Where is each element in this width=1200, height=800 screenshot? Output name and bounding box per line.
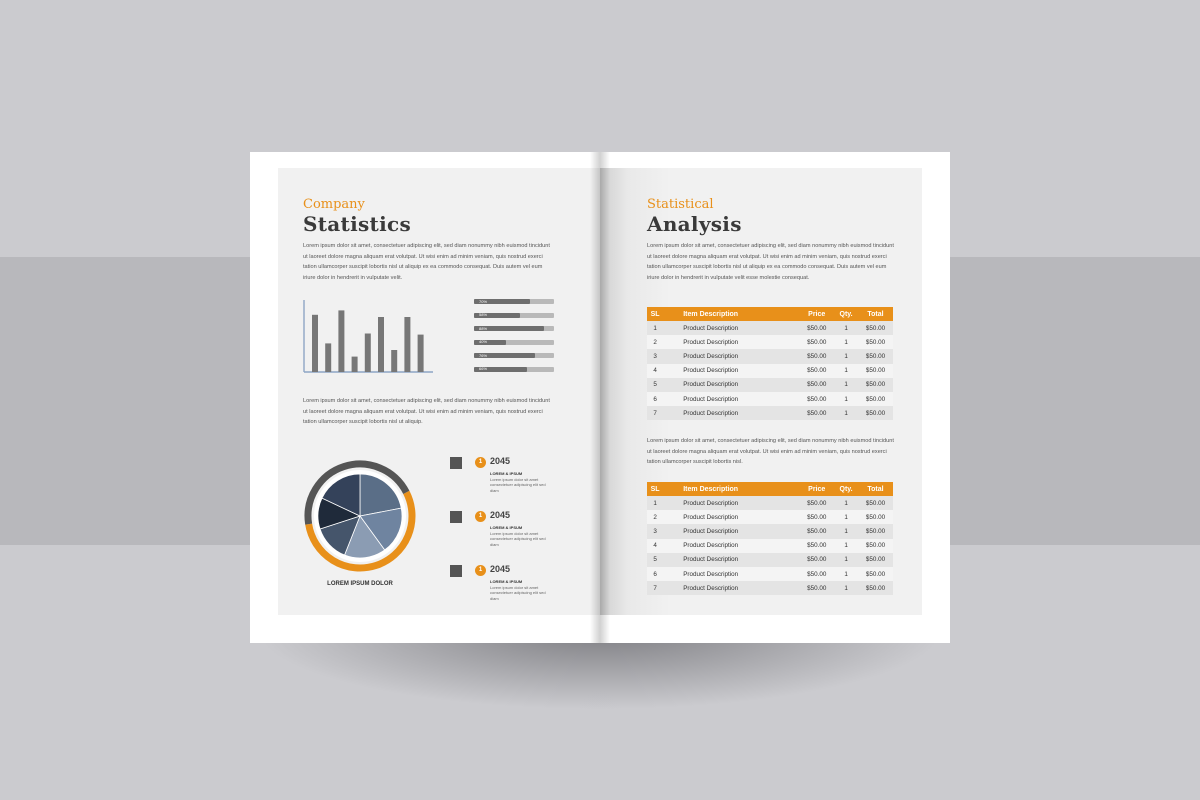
column-header: Price xyxy=(799,482,834,496)
table-cell: 1 xyxy=(834,321,858,335)
legend-square-icon xyxy=(450,457,462,469)
legend-subtitle: LOREM & IPSUM xyxy=(490,525,523,530)
right-page-title: Analysis xyxy=(647,212,742,236)
table-row xyxy=(647,321,893,335)
table-cell: Product Description xyxy=(663,553,799,567)
progress-label: 66% xyxy=(479,366,488,372)
table-row xyxy=(647,406,893,420)
pie-caption: LOREM IPSUM DOLOR xyxy=(327,581,393,587)
bar-1 xyxy=(312,315,318,372)
table-cell: Product Description xyxy=(663,567,799,581)
right-kicker: Statistical xyxy=(647,197,714,212)
table-cell: $50.00 xyxy=(799,321,834,335)
table-cell: 6 xyxy=(647,392,663,406)
table-cell: $50.00 xyxy=(858,539,893,553)
progress-bar xyxy=(474,326,554,331)
progress-label: 58% xyxy=(479,312,488,318)
table-cell: Product Description xyxy=(663,335,799,349)
table-cell: $50.00 xyxy=(858,378,893,392)
column-header: Item Description xyxy=(663,307,799,321)
table-cell: 5 xyxy=(647,378,663,392)
table-row xyxy=(647,581,893,595)
table-cell: $50.00 xyxy=(858,496,893,510)
table-cell: $50.00 xyxy=(799,553,834,567)
page-fold xyxy=(590,152,610,643)
table-cell: 6 xyxy=(647,567,663,581)
legend-subtitle: LOREM & IPSUM xyxy=(490,471,523,476)
table-cell: $50.00 xyxy=(858,567,893,581)
table-cell: 1 xyxy=(834,524,858,538)
column-header: SL xyxy=(647,307,663,321)
progress-bar xyxy=(474,313,554,318)
price-table-2 xyxy=(647,482,893,595)
progress-bar xyxy=(474,367,554,372)
progress-label: 70% xyxy=(479,298,488,304)
column-header: Price xyxy=(799,307,834,321)
table-cell: 7 xyxy=(647,581,663,595)
left-page-title: Statistics xyxy=(303,212,412,236)
legend-year: 2045 xyxy=(490,456,511,466)
progress-bar xyxy=(474,299,554,304)
table-row xyxy=(647,539,893,553)
table-row xyxy=(647,364,893,378)
table-cell: Product Description xyxy=(663,406,799,420)
table-cell: $50.00 xyxy=(858,364,893,378)
horizontal-bar-chart xyxy=(474,299,554,381)
table-cell: 3 xyxy=(647,524,663,538)
pie-chart xyxy=(302,456,418,580)
column-header: Item Description xyxy=(663,482,799,496)
table-cell: $50.00 xyxy=(799,510,834,524)
table-cell: 1 xyxy=(834,553,858,567)
price-table-1 xyxy=(647,307,893,420)
bar-6 xyxy=(378,317,384,372)
bar-2 xyxy=(325,343,331,372)
legend-text: Lorem ipsum dolor sit amet consectetuer adipiscing elit sed diam xyxy=(490,531,546,547)
progress-label: 88% xyxy=(479,325,488,331)
legend-year: 2045 xyxy=(490,510,511,520)
table-cell: Product Description xyxy=(663,581,799,595)
table-cell: 1 xyxy=(834,335,858,349)
table-row xyxy=(647,378,893,392)
table-cell: $50.00 xyxy=(858,349,893,363)
right-intro-text: Lorem ipsum dolor sit amet, consectetuer adipiscing elit, sed diam nonummy nibh euismod tincidunt ut laoreet dolore magna aliquam erat volutpat. Ut wisi enim ad minim veniam, quis nostrud exerci tation ullamcorper suscipit lobortis nisl ut aliquip ex ea commodo consequat. Duis autem vel eum iriure dolor in hendrerit in vulputate velit esse molestie consequat. xyxy=(647,243,894,281)
table-cell: 5 xyxy=(647,553,663,567)
table-cell: 1 xyxy=(647,321,663,335)
legend-number-badge: 1 xyxy=(475,457,486,468)
table-row xyxy=(647,349,893,363)
table-cell: $50.00 xyxy=(799,496,834,510)
bar-8 xyxy=(404,317,410,372)
table-cell: Product Description xyxy=(663,539,799,553)
table-cell: 2 xyxy=(647,510,663,524)
table-cell: $50.00 xyxy=(858,335,893,349)
table-cell: $50.00 xyxy=(799,524,834,538)
left-intro-text: Lorem ipsum dolor sit amet, consectetuer adipiscing elit, sed diam nonummy nibh euismod tincidunt ut laoreet dolore magna aliquam erat volutpat. Ut wisi enim ad minim veniam, quis nostrud exerci tation ullamcorper suscipit lobortis nisl ut aliquip ex ea commodo consequat. Duis autem vel eum iriure dolor in hendrerit in vulputate velit. xyxy=(303,243,550,281)
table-cell: Product Description xyxy=(663,321,799,335)
table-cell: Product Description xyxy=(663,349,799,363)
table-cell: $50.00 xyxy=(799,392,834,406)
left-mid-text: Lorem ipsum dolor sit amet, consectetuer adipiscing elit, sed diam nonummy nibh euismod tincidunt ut laoreet dolore magna aliquam erat volutpat. Ut wisi enim ad minim veniam, quis nostrud exerci tation ullamcorper suscipit lobortis nisl ut aliquip. xyxy=(303,398,550,425)
progress-bar xyxy=(474,353,554,358)
table-cell: 1 xyxy=(834,581,858,595)
table-cell: $50.00 xyxy=(858,321,893,335)
table-row xyxy=(647,335,893,349)
legend-text: Lorem ipsum dolor sit amet consectetuer adipiscing elit sed diam xyxy=(490,585,546,601)
right-mid-text: Lorem ipsum dolor sit amet, consectetuer adipiscing elit, sed diam nonummy nibh euismod tincidunt ut laoreet dolore magna aliquam erat volutpat. Ut wisi enim ad minim veniam, quis nostrud exerci tation ullamcorper suscipit lobortis nisl. xyxy=(647,438,894,465)
table-row xyxy=(647,567,893,581)
table-cell: Product Description xyxy=(663,496,799,510)
bar-5 xyxy=(365,334,371,373)
bar-3 xyxy=(338,310,344,372)
left-kicker: Company xyxy=(303,197,365,212)
table-cell: $50.00 xyxy=(799,581,834,595)
table-cell: $50.00 xyxy=(799,567,834,581)
table-row xyxy=(647,392,893,406)
column-header: Qty. xyxy=(834,482,858,496)
table-cell: $50.00 xyxy=(858,392,893,406)
table-cell: Product Description xyxy=(663,510,799,524)
bar-9 xyxy=(418,335,424,372)
table-cell: 1 xyxy=(647,496,663,510)
table-cell: 1 xyxy=(834,378,858,392)
table-cell: 1 xyxy=(834,539,858,553)
table-cell: $50.00 xyxy=(858,581,893,595)
legend-subtitle: LOREM & IPSUM xyxy=(490,579,523,584)
table-cell: $50.00 xyxy=(799,335,834,349)
table-cell: 2 xyxy=(647,335,663,349)
table-cell: Product Description xyxy=(663,364,799,378)
column-header: Total xyxy=(858,307,893,321)
progress-label: 40% xyxy=(479,339,488,345)
column-header: Qty. xyxy=(834,307,858,321)
vertical-bar-chart xyxy=(303,300,433,374)
column-header: Total xyxy=(858,482,893,496)
table-row xyxy=(647,496,893,510)
table-cell: $50.00 xyxy=(858,524,893,538)
table-cell: 1 xyxy=(834,406,858,420)
legend-number-badge: 1 xyxy=(475,565,486,576)
column-header: SL xyxy=(647,482,663,496)
table-cell: $50.00 xyxy=(799,539,834,553)
table-cell: 1 xyxy=(834,510,858,524)
bar-4 xyxy=(352,357,358,372)
table-cell: Product Description xyxy=(663,392,799,406)
legend-year: 2045 xyxy=(490,564,511,574)
table-cell: Product Description xyxy=(663,378,799,392)
table-cell: 4 xyxy=(647,539,663,553)
table-cell: $50.00 xyxy=(799,378,834,392)
table-cell: 1 xyxy=(834,496,858,510)
table-row xyxy=(647,524,893,538)
progress-label: 76% xyxy=(479,352,488,358)
table-cell: $50.00 xyxy=(858,553,893,567)
table-cell: 1 xyxy=(834,349,858,363)
legend-square-icon xyxy=(450,511,462,523)
table-cell: 1 xyxy=(834,567,858,581)
legend-number-badge: 1 xyxy=(475,511,486,522)
table-cell: Product Description xyxy=(663,524,799,538)
table-cell: $50.00 xyxy=(858,406,893,420)
table-header-row xyxy=(647,482,893,496)
table-cell: $50.00 xyxy=(799,406,834,420)
legend-square-icon xyxy=(450,565,462,577)
table-row xyxy=(647,510,893,524)
table-cell: 1 xyxy=(834,364,858,378)
table-cell: 3 xyxy=(647,349,663,363)
table-cell: 1 xyxy=(834,392,858,406)
table-cell: $50.00 xyxy=(858,510,893,524)
progress-bar xyxy=(474,340,554,345)
table-row xyxy=(647,553,893,567)
bar-7 xyxy=(391,350,397,372)
legend-text: Lorem ipsum dolor sit amet consectetuer adipiscing elit sed diam xyxy=(490,477,546,493)
table-cell: 7 xyxy=(647,406,663,420)
table-cell: $50.00 xyxy=(799,349,834,363)
table-cell: 4 xyxy=(647,364,663,378)
table-header-row xyxy=(647,307,893,321)
table-cell: $50.00 xyxy=(799,364,834,378)
